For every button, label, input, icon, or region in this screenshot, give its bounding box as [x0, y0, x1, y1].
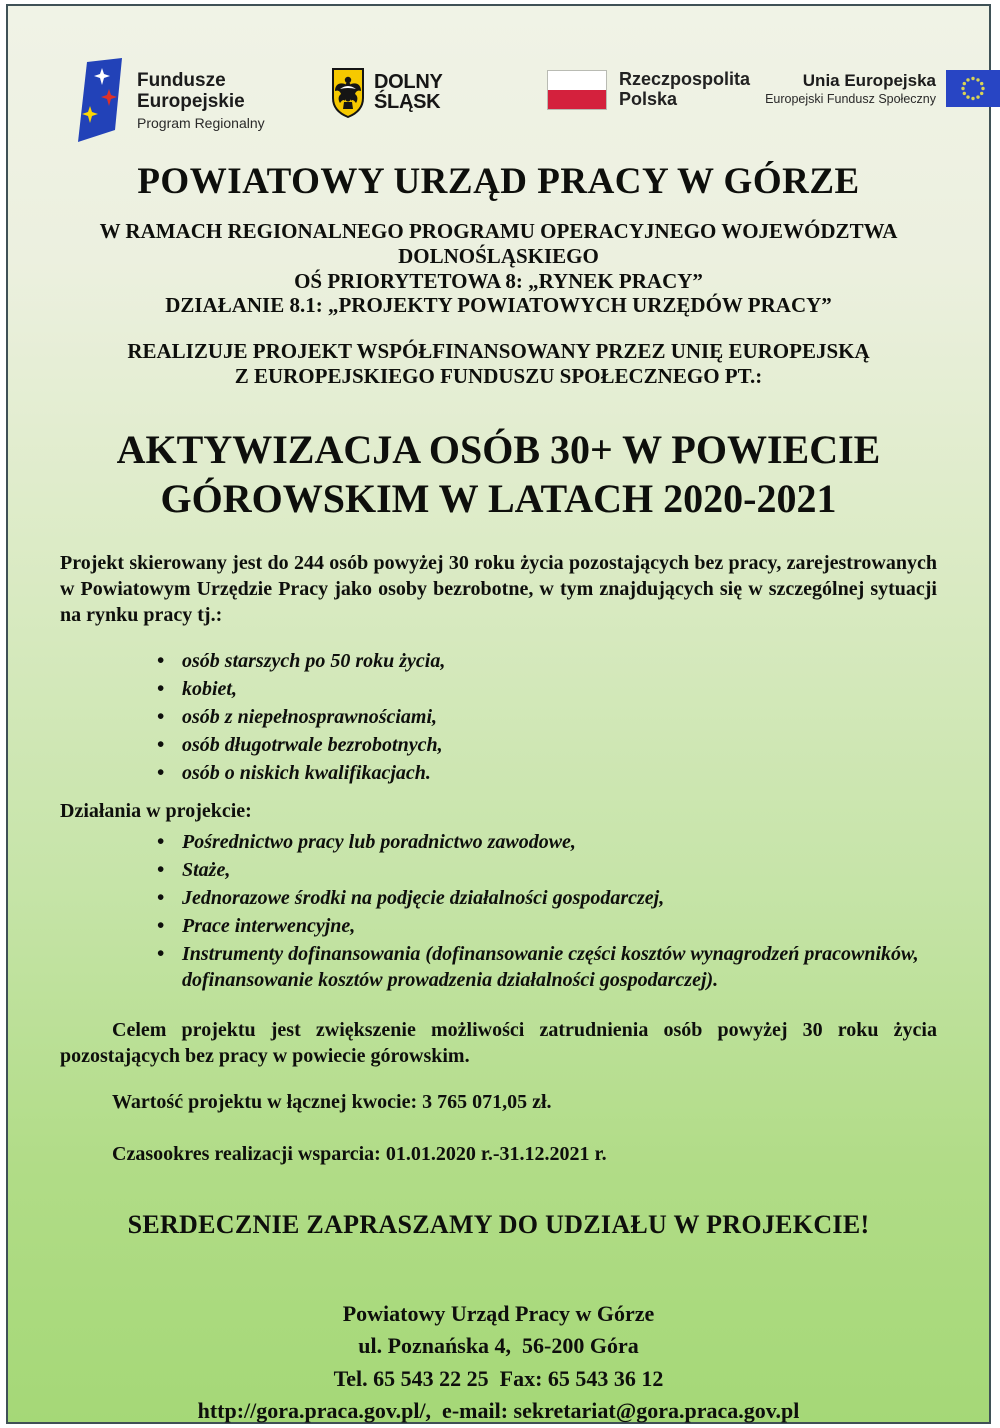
dolny-slask-line2: ŚLĄSK — [374, 91, 441, 113]
contact-name: Powiatowy Urząd Pracy w Górze — [342, 1300, 655, 1326]
target-group-item: • osób długotrwale bezrobotnych, — [182, 732, 937, 758]
project-title-line: GÓROWSKIM W LATACH 2020-2021 — [160, 476, 837, 522]
support-period-line: Czasookres realizacji wsparcia: 01.01.2020 r.-31.12.2021 r. — [112, 1142, 607, 1165]
activities-list — [182, 829, 937, 993]
eu-funds-subtitle: Program Regionalny — [137, 115, 265, 132]
program-line: DZIAŁANIE 8.1: „PROJEKTY POWIATOWYCH URZĘDÓW PRACY” — [165, 293, 832, 318]
page-title: POWIATOWY URZĄD PRACY W GÓRZE — [137, 161, 860, 202]
eu-funds-name-line1: Fundusze — [137, 69, 226, 91]
eu-flag-icon — [946, 70, 1000, 107]
target-group-item: • osób z niepełnosprawnościami, — [182, 704, 937, 730]
activity-item: • Prace interwencyjne, — [182, 913, 937, 939]
program-line: DOLNOŚLĄSKIEGO — [398, 243, 599, 268]
contact-address: ul. Poznańska 4, 56-200 Góra — [358, 1333, 639, 1359]
target-groups-list — [182, 648, 937, 786]
goal-paragraph: Celem projektu jest zwiększenie możliwości zatrudnienia osób powyżej 30 roku życia pozostających bez pracy w powiecie górowskim. — [60, 1018, 937, 1067]
dolny-slask-logo-text — [374, 73, 443, 112]
eu-logo — [708, 70, 1000, 107]
contact-block — [60, 1298, 937, 1428]
program-line: OŚ PRIORYTETOWA 8: „RYNEK PRACY” — [294, 268, 703, 293]
poster-sheet — [6, 4, 991, 1424]
dolny-slask-logo — [332, 68, 443, 118]
eu-funds-logo — [78, 58, 265, 142]
activity-item: • Staże, — [182, 857, 937, 883]
cofinance-line: Z EUROPEJSKIEGO FUNDUSZU SPOŁECZNEGO PT.: — [234, 363, 763, 388]
cofinance-block — [60, 339, 937, 389]
eu-line2: Europejski Fundusz Społeczny — [765, 91, 936, 106]
eu-logo-text — [765, 71, 936, 106]
logo-strip — [60, 56, 937, 150]
project-title — [60, 425, 937, 524]
eu-line1: Unia Europejska — [802, 71, 936, 91]
target-group-item: • kobiet, — [182, 676, 937, 702]
contact-web: http://gora.praca.gov.pl/, e-mail: sekretariat@gora.praca.gov.pl — [197, 1398, 800, 1424]
eu-funds-logo-text — [137, 69, 265, 131]
poland-flag-icon — [548, 71, 606, 109]
activity-item: • Pośrednictwo pracy lub poradnictwo zawodowe, — [182, 829, 937, 855]
project-value-line: Wartość projektu w łącznej kwocie: 3 765 071,05 zł. — [112, 1090, 552, 1113]
poland-line1: Rzeczpospolita — [619, 69, 751, 89]
activity-item: • Instrumenty dofinansowania (dofinansowanie części kosztów wynagrodzeń pracowników, dofinansowanie kosztów prowadzenia działalności gospodarczej). — [182, 941, 937, 993]
target-group-item: • osób starszych po 50 roku życia, — [182, 648, 937, 674]
eu-funds-name-line2: Europejskie — [137, 90, 245, 112]
program-line: W RAMACH REGIONALNEGO PROGRAMU OPERACYJNEGO WOJEWÓDZTWA — [99, 219, 898, 243]
cofinance-line: REALIZUJE PROJEKT WSPÓŁFINANSOWANY PRZEZ UNIĘ EUROPEJSKĄ — [127, 339, 870, 364]
activity-item: • Jednorazowe środki na podjęcie działalności gospodarczej, — [182, 885, 937, 911]
project-title-line: AKTYWIZACJA OSÓB 30+ W POWIECIE — [116, 426, 881, 472]
dolny-slask-line1: DOLNY — [374, 71, 443, 94]
poland-line2: Polska — [619, 88, 678, 109]
invitation-line: SERDECZNIE ZAPRASZAMY DO UDZIAŁU W PROJEKCIE! — [127, 1209, 870, 1239]
target-group-item: • osób o niskich kwalifikacjach. — [182, 760, 937, 786]
activities-heading: Działania w projekcie: — [60, 799, 252, 822]
dolny-slask-crest-icon — [332, 68, 364, 118]
program-block — [60, 219, 937, 318]
eu-funds-flag-icon — [78, 58, 122, 142]
intro-paragraph: Projekt skierowany jest do 244 osób powyżej 30 roku życia pozostających bez pracy, zarejestrowanych w Powiatowym Urzędzie Pracy jako osoby bezrobotne, w tym znajdujących się w szczególnej sytuacji na rynku pracy tj.: — [60, 551, 937, 626]
contact-phone: Tel. 65 543 22 25 Fax: 65 543 36 12 — [333, 1365, 664, 1391]
